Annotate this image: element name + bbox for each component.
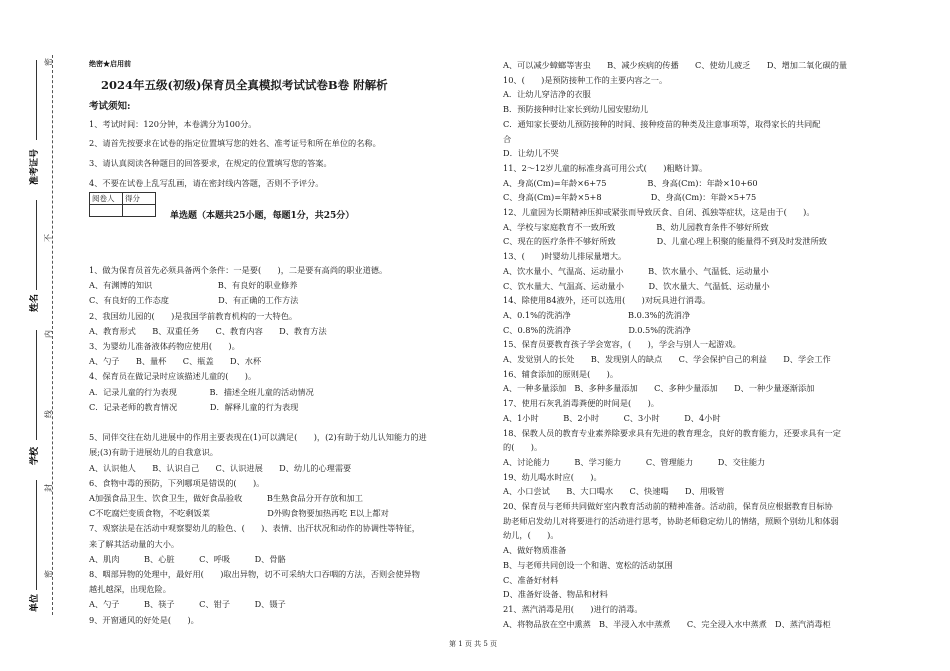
margin-label-exam-number: 准考证号 <box>30 148 40 185</box>
question-line: 4、保育员在做记录时应该描述儿童的( )。 <box>89 371 257 382</box>
margin-label-unit: 单位 <box>30 593 40 612</box>
question-line: 14、除使用84液外，还可以选用( )对玩具进行消毒。 <box>503 295 711 306</box>
question-line: A、0.1%的洗消净 B.0.3%的洗消净 <box>503 309 691 320</box>
seal-char: 线 <box>44 410 53 418</box>
question-line: 8、咽部异物的处理中，最好用( )取出异物，切不可采纳大口吞咽的方法，否则会使异物 <box>89 569 420 579</box>
question-line: 1、做为保育员首先必须具备两个条件：一是要( )，二是要有高尚的职业道德。 <box>89 265 388 275</box>
question-line: A、饮水量小、气温高、运动量小 B、饮水量小、气温低、运动量小 <box>503 265 769 276</box>
question-line: 展;(3)有助于进展幼儿的自我意识。 <box>89 447 218 458</box>
question-line: 助老师启发幼儿对将要进行的活动进行思考，协助老师稳定幼儿的情绪，照顾个别幼儿和体弱 <box>503 515 839 526</box>
question-line: D．让幼儿不哭 <box>503 148 559 159</box>
score-table-score: 得分 <box>123 193 156 205</box>
question-line: 幼儿，( )。 <box>503 530 559 541</box>
question-line: C、饮水量大、气温高、运动量小 D、饮水量大、气温低、运动量小 <box>503 280 770 291</box>
question-line: B．预防接种时让家长到幼儿园安慰幼儿 <box>503 104 649 115</box>
instruction-item: 1、考试时间：120分钟，本卷满分为100分。 <box>89 119 257 129</box>
question-line: A、肌肉 B、心脏 C、呼吸 D、骨骼 <box>89 553 286 564</box>
instruction-item: 4、不要在试卷上乱写乱画，请在密封线内答题，否则不予评分。 <box>89 178 324 188</box>
question-line: A、勺子 B、量杯 C、瓶盖 D、水杯 <box>89 356 262 367</box>
question-line: C．通知家长要幼儿预防接种的时间、接种疫苗的种类及注意事项等，取得家长的共同配 <box>503 118 821 129</box>
question-line: 6、食物中毒的预防，下列哪项是错误的( )。 <box>89 477 265 488</box>
question-line: A、学校与家庭教育不一致所致 B、幼儿园教育条件不够好所致 <box>503 221 769 232</box>
question-line: C、有良好的工作态度 D、有正确的工作方法 <box>89 295 299 306</box>
question-line: 17、使用石灰乳消毒粪便的时间是( )。 <box>503 398 659 409</box>
question-line: A、有渊博的知识 B、有良好的职业修养 <box>89 280 298 291</box>
question-line: A、做好物质准备 <box>503 545 567 556</box>
section-title: 单选题（本题共25小题，每题1分，共25分） <box>170 211 355 221</box>
question-line: A．记录儿童的行为表现 B．描述全班儿童的活动情况 <box>89 386 314 397</box>
unit-underline <box>36 480 37 590</box>
school-underline <box>36 330 37 440</box>
page-title: 2024年五级(初级)保育员全真模拟考试试卷B卷 附解析 <box>101 78 388 92</box>
question-line: A、教育形式 B、双重任务 C、教育内容 D、教育方法 <box>89 325 327 336</box>
name-underline <box>36 200 37 290</box>
question-line: A、讨论能力 B、学习能力 C、管理能力 D、交往能力 <box>503 456 766 467</box>
question-line: A、勺子 B、筷子 C、钳子 D、镊子 <box>89 599 286 610</box>
grader-cell[interactable] <box>90 205 123 217</box>
instruction-item: 2、请首先按要求在试卷的指定位置填写您的姓名、准考证号和所在单位的名称。 <box>89 138 381 148</box>
question-line: A、认识他人 B、认识自己 C、认识进展 D、幼儿的心理需要 <box>89 462 352 473</box>
score-table <box>89 192 156 217</box>
seal-char: 密 <box>44 58 53 66</box>
seal-char: 密 <box>44 570 53 578</box>
question-line: C、0.8%的洗消净 D.0.5%的洗消净 <box>503 324 691 335</box>
question-line: 10、( )是预防接种工作的主要内容之一。 <box>503 74 668 85</box>
score-cell[interactable] <box>123 205 156 217</box>
question-line: 16、辅食添加的原则是( )。 <box>503 368 619 379</box>
question-line: 11、2～12岁儿童的标准身高可用公式( )粗略计算。 <box>503 162 708 173</box>
seal-char: 内 <box>44 330 53 338</box>
question-line: 来了解其活动量的大小。 <box>89 538 180 549</box>
exam-number-underline <box>36 60 37 140</box>
question-line: A加强食品卫生、饮食卫生，做好食品验收 B生熟食品分开存放和加工 <box>89 493 363 503</box>
seal-char: 封 <box>44 484 53 492</box>
question-line: C．记录老师的教育情况 D．解释儿童的行为表现 <box>89 401 299 412</box>
question-line: A、1小时 B、2小时 C、3小时 D、4小时 <box>503 412 721 423</box>
question-line: 13、( )时婴幼儿排尿量增大。 <box>503 251 627 262</box>
question-line: 19、幼儿喝水时应( )。 <box>503 471 602 482</box>
question-line: A、将物品放在空中熏蒸 B、半浸入水中蒸煮 C、完全浸入水中蒸煮 D、蒸汽消毒柜 <box>503 618 831 629</box>
score-table-grader: 阅卷人 <box>90 193 123 205</box>
question-line: A、身高(Cm)=年龄×6+75 B、身高(Cm)：年龄×10+60 <box>503 177 758 188</box>
question-line: C不吃腐烂变质食物，不吃剩饭菜 D外购食物要加热再吃 E以上都对 <box>89 508 389 519</box>
question-line: 合 <box>503 133 512 144</box>
question-line: A．让幼儿穿洁净的衣服 <box>503 89 591 100</box>
question-line: 3、为婴幼儿准备液体药物应使用( )。 <box>89 341 240 351</box>
seal-char: 不 <box>44 234 53 242</box>
question-line: C、准备好材料 <box>503 574 559 585</box>
question-line: 9、开窗通风的好处是( )。 <box>89 614 199 625</box>
question-line: A、小口尝试 B、大口喝水 C、快速喝 D、用吸管 <box>503 486 725 497</box>
margin-label-name: 姓名 <box>30 293 40 312</box>
question-line: A、可以减少蟑螂等害虫 B、减少疾病的传播 C、使幼儿疲乏 D、增加二氧化碳的量 <box>503 60 848 70</box>
question-line: D、准备好设备、物品和材料 <box>503 589 608 600</box>
question-line: 5、同伴交往在幼儿进展中的作用主要表现在(1)可以满足( )，(2)有助于幼儿认知能力的进 <box>89 432 427 443</box>
question-line: C、身高(Cm)=年龄×5+8 D、身高(Cm)：年龄×5+75 <box>503 192 757 203</box>
instructions-heading: 考试须知: <box>89 101 131 112</box>
question-line: 15、保育员要教育孩子学会宽容，( )，学会与别人一起游戏。 <box>503 339 741 350</box>
question-line: 2、我国幼儿园的( )是我国学前教育机构的一大特色。 <box>89 310 298 321</box>
question-line: 21、蒸汽消毒是用( )进行的消毒。 <box>503 603 643 614</box>
question-line: 7、观察法是在活动中观察婴幼儿的脸色、( )、表情、出汗状况和动作的协调性等特征， <box>89 523 420 534</box>
instruction-item: 3、请认真阅读各种题目的回答要求，在规定的位置填写您的答案。 <box>89 158 332 168</box>
question-line: 越扎越深，出现危险。 <box>89 584 171 595</box>
page-number: 第 1 页 共 5 页 <box>449 640 498 648</box>
question-line: A、一种多量添加 B、多种多量添加 C、多种少量添加 D、一种少量逐渐添加 <box>503 383 815 394</box>
question-line: B、与老师共同创设一个和谐、宽松的活动氛围 <box>503 559 673 570</box>
question-line: 18、保教人员的教育专业素养除要求具有先进的教育理念，良好的教育能力，还要求具有一定 <box>503 427 841 438</box>
question-line: 20、保育员与老师共同做好室内教育活动前的精神准备。活动前，保育员应根据教育目标协 <box>503 501 833 511</box>
question-line: 的( )。 <box>503 442 543 453</box>
margin-label-school: 学校 <box>30 446 40 465</box>
secret-mark: 绝密★启用前 <box>89 59 131 68</box>
question-line: 12、儿童因为长期精神压抑或紧张而导致厌食、自闭、孤独等症状，这是由于( )。 <box>503 207 815 217</box>
question-line: A、发觉别人的长处 B、发现别人的缺点 C、学会保护自己的利益 D、学会工作 <box>503 354 831 364</box>
question-line: C、现在的医疗条件不够好所致 D、儿童心理上积聚的能量得不到及时发泄所致 <box>503 236 827 247</box>
